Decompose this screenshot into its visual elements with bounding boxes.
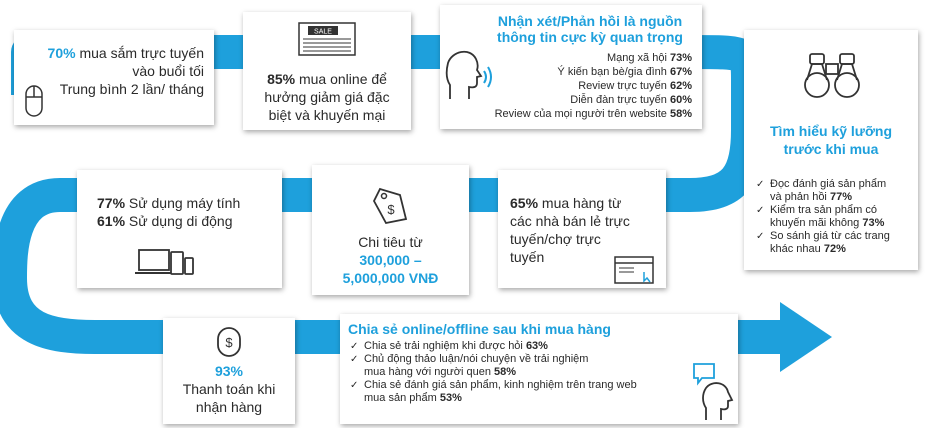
card5-pct1: 77% [97,195,126,211]
sale-newspaper-icon [298,22,356,56]
card4-title1: Tìm hiểu kỹ lưỡng [770,123,892,139]
card-cod [163,318,295,424]
card-devices [77,170,282,288]
card6-amount1: 300,000 – [359,252,422,268]
feedback-item: Review trực tuyến 62% [578,80,692,92]
card9-title: Chia sẻ online/offline sau khi mua hàng [348,321,611,337]
card-sharing [340,314,738,424]
card8-line2: nhận hàng [195,399,263,415]
card7-line4: tuyến [510,249,545,265]
research-item: ✓ Kiểm tra sản phẩm có khuyến mãi không 73% [756,204,912,230]
card8-pct: 93% [214,363,244,379]
card1-line3: Trung bình 2 lần/ tháng [59,81,204,97]
mouse-icon [24,84,44,118]
card-retailers [498,170,666,288]
card-research [744,30,918,270]
card1-pct: 70% [47,45,76,61]
feedback-list [462,51,692,121]
card2-line2: hưởng giảm giá đặc [264,89,390,105]
svg-text:$: $ [225,335,233,350]
chat-head-icon [692,362,736,420]
feedback-item: Diễn đàn trực tuyến 60% [570,94,692,106]
sharing-item: ✓ Chia sẻ đánh giá sản phẩm, kinh nghiệm trên trang web mua sản phẩm 53% [350,379,680,405]
sharing-list [350,340,680,405]
card5-pct2: 61% [97,213,126,229]
card3-title2: thông tin cực kỳ quan trọng [497,29,683,45]
binoculars-icon [802,50,862,100]
card-discount [243,12,411,130]
card2-pct: 85% [267,71,296,87]
card7-line2: các nhà bán lẻ trực [510,213,630,229]
research-list [756,178,912,256]
card2-line3: biệt và khuyến mại [268,107,386,123]
sharing-item: ✓ Chủ động thảo luận/nói chuyện về trải nghiệm mua hàng với người quen 58% [350,353,680,379]
card7-line3: tuyến/chợ trực [510,231,601,247]
feedback-item: Mạng xã hội 73% [606,52,692,64]
card5-label1: Sử dụng máy tính [128,195,241,211]
card1-line2: vào buổi tối [132,63,204,79]
card4-title2: trước khi mua [783,141,879,157]
card5-label2: Sử dụng di động [128,213,233,229]
sale-text: SALE [314,28,332,36]
card3-title1: Nhận xét/Phản hồi là nguồn [497,13,683,29]
svg-text:$: $ [387,202,395,217]
card-spending [312,165,469,295]
research-item: ✓ Đọc đánh giá sản phẩm và phản hồi 77% [756,178,912,204]
card-feedback-sources [440,5,702,129]
feedback-item: Review của mọi người trên website 58% [494,108,692,120]
card6-amount2: 5,000,000 VNĐ [342,270,439,286]
card2-line1: mua online để [298,71,387,87]
price-tag-icon [370,183,410,225]
research-item: ✓ So sánh giá từ các trang khác nhau 72% [756,230,912,256]
sharing-item: ✓ Chia sẻ trải nghiệm khi được hỏi 63% [350,340,680,353]
card-online-evening [14,30,214,125]
feedback-item: Ý kiến bạn bè/gia đình 67% [557,66,692,78]
card8-line1: Thanh toán khi [182,381,276,397]
card1-line1: mua sắm trực tuyến [79,45,204,61]
devices-icon [135,246,195,278]
browser-window-icon [614,256,654,284]
dollar-badge-icon [216,326,242,358]
card7-line1: mua hàng từ [541,195,622,211]
card6-line1: Chi tiêu từ [358,234,423,250]
card7-pct: 65% [510,195,539,211]
